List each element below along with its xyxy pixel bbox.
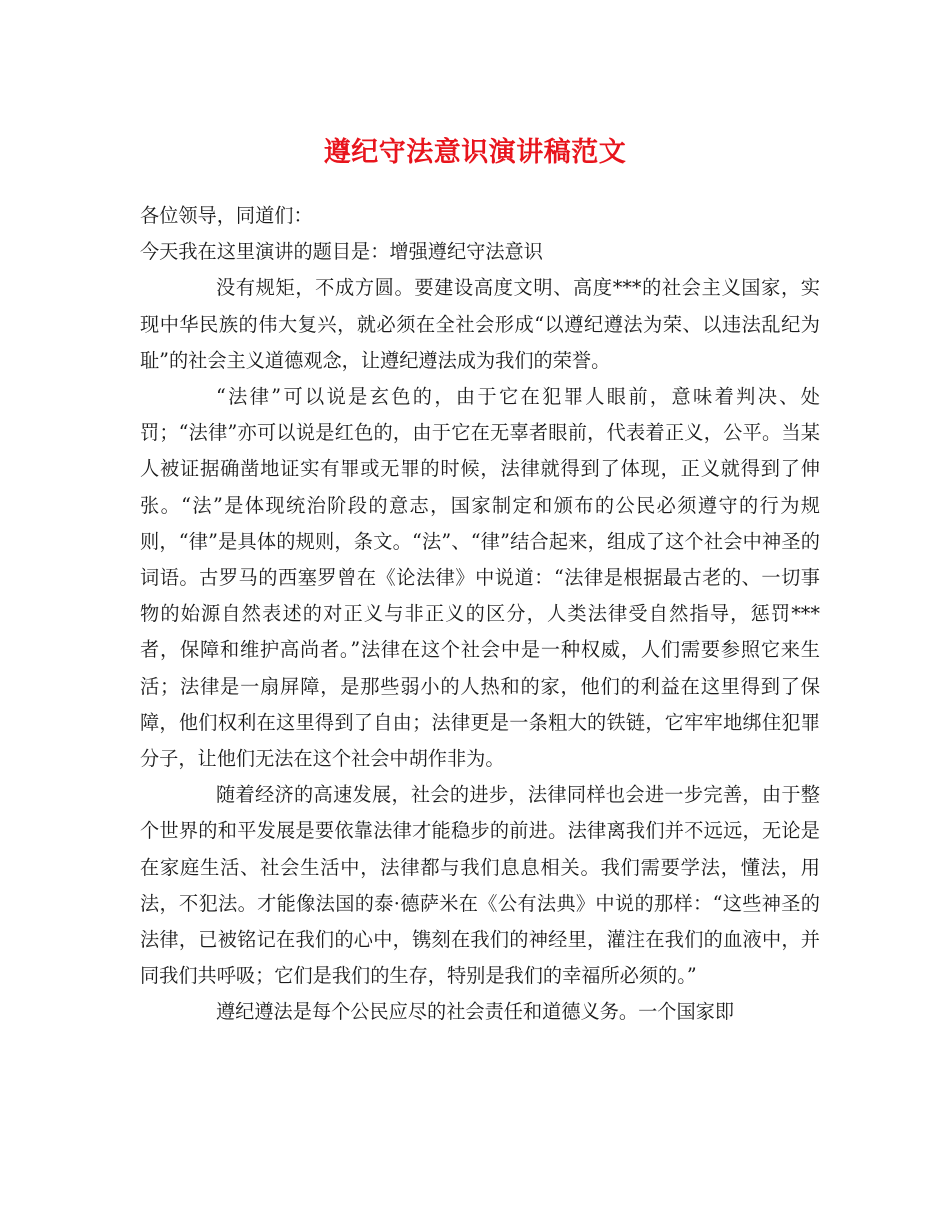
- paragraph-3: 随着经济的高速发展，社会的进步，法律同样也会进一步完善，由于整个世界的和平发展是要依靠法律才能稳步的前进。法律离我们并不远远，无论是在家庭生活、社会生活中，法律都与我们息息相关。我们需要学法，懂法，用法，不犯法。才能像法国的泰·德萨米在《公有法典》中说的那样：“这些神圣的法律，已被铭记在我们的心中，镌刻在我们的神经里，灌注在我们的血液中，并同我们共呼吸；它们是我们的生存，特别是我们的幸福所必须的。”: [140, 783, 820, 988]
- topic-line: 今天我在这里演讲的题目是：增强遵纪守法意识: [140, 240, 543, 264]
- paragraph-2: “法律”可以说是玄色的，由于它在犯罪人眼前，意味着判决、处罚；“法律”亦可以说是红色的，由于它在无辜者眼前，代表着正义，公平。当某人被证据确凿地证实有罪或无罪的时候，法律就得到了体现，正义就得到了伸张。“法”是体现统治阶段的意志，国家制定和颁布的公民必须遵守的行为规则，“律”是具体的规则，条文。“法”、“律”结合起来，组成了这个社会中神圣的词语。古罗马的西塞罗曾在《论法律》中说道：“法律是根据最古老的、一切事物的始源自然表述的对正义与非正义的区分，人类法律受自然指导，惩罚***者，保障和维护高尚者。”法律在这个社会中是一种权威，人们需要参照它来生活；法律是一扇屏障，是那些弱小的人热和的家，他们的利益在这里得到了保障，他们权利在这里得到了自由；法律更是一条粗大的铁链，它牢牢地绑住犯罪分子，让他们无法在这个社会中胡作非为。: [140, 385, 820, 771]
- document-body: [140, 198, 820, 1031]
- salutation-line: 各位领导，同道们：: [140, 204, 313, 227]
- paragraph-1: 没有规矩，不成方圆。要建设高度文明、高度***的社会主义国家，实现中华民族的伟大复兴，就必须在全社会形成“以遵纪遵法为荣、以违法乱纪为耻”的社会主义道德观念，让遵纪遵法成为我们的荣誉。: [140, 276, 820, 372]
- document-title: 遵纪守法意识演讲稿范文: [323, 137, 627, 168]
- paragraph-4: 遵纪遵法是每个公民应尽的社会责任和道德义务。一个国家即: [216, 1000, 735, 1024]
